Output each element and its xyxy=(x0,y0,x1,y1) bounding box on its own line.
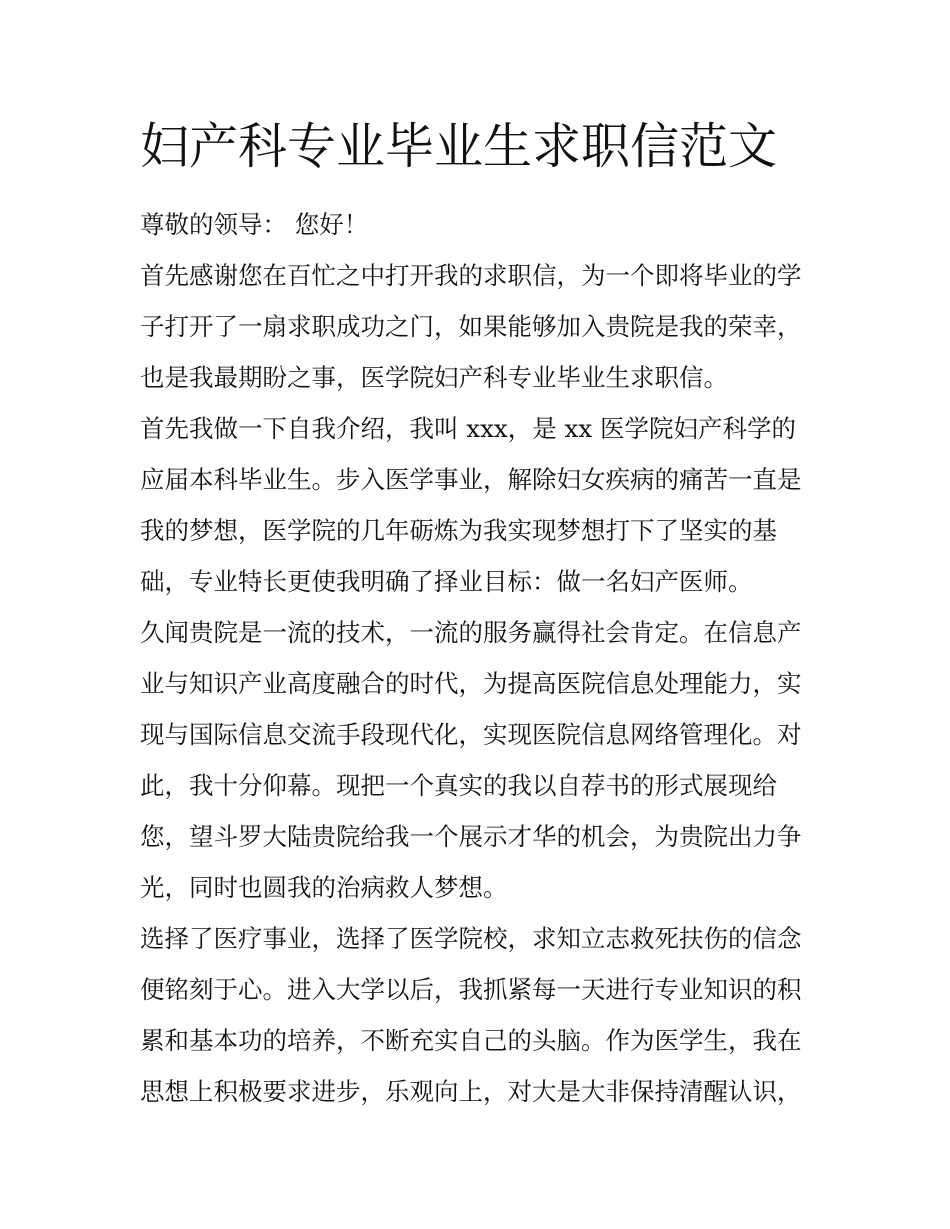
document-title: 妇产科专业毕业生求职信范文 xyxy=(140,118,778,175)
body-line: 累和基本功的培养，不断充实自己的头脑。作为医学生，我在 xyxy=(140,1026,802,1055)
body-line: 础，专业特长更使我明确了择业目标：做一名妇产医师。 xyxy=(140,567,753,596)
body-line: 子打开了一扇求职成功之门，如果能够加入贵院是我的荣幸， xyxy=(140,312,802,341)
body-line: 首先我做一下自我介绍，我叫 xxx，是 xx 医学院妇产科学的 xyxy=(140,414,796,443)
greeting-line: 尊敬的领导： 您好！ xyxy=(140,210,369,239)
body-line: 久闻贵院是一流的技术，一流的服务赢得社会肯定。在信息产 xyxy=(140,618,802,647)
body-line: 也是我最期盼之事，医学院妇产科专业毕业生求职信。 xyxy=(140,363,728,392)
body-line: 此，我十分仰幕。现把一个真实的我以自荐书的形式展现给 xyxy=(140,771,777,800)
body-line: 您，望斗罗大陆贵院给我一个展示才华的机会，为贵院出力争 xyxy=(140,822,802,851)
body-line: 便铭刻于心。进入大学以后，我抓紧每一天进行专业知识的积 xyxy=(140,975,802,1004)
body-line: 业与知识产业高度融合的时代，为提高医院信息处理能力，实 xyxy=(140,669,802,698)
body-line: 现与国际信息交流手段现代化，实现医院信息网络管理化。对 xyxy=(140,720,802,749)
body-line: 首先感谢您在百忙之中打开我的求职信，为一个即将毕业的学 xyxy=(140,261,802,290)
body-line: 思想上积极要求进步，乐观向上，对大是大非保持清醒认识， xyxy=(140,1077,802,1106)
body-line: 光，同时也圆我的治病救人梦想。 xyxy=(140,873,508,902)
body-line: 选择了医疗事业，选择了医学院校，求知立志救死扶伤的信念 xyxy=(140,924,802,953)
body-line: 应届本科毕业生。步入医学事业，解除妇女疾病的痛苦一直是 xyxy=(140,465,802,494)
letter-body xyxy=(140,199,816,1117)
body-line: 我的梦想，医学院的几年砺炼为我实现梦想打下了坚实的基 xyxy=(140,516,777,545)
